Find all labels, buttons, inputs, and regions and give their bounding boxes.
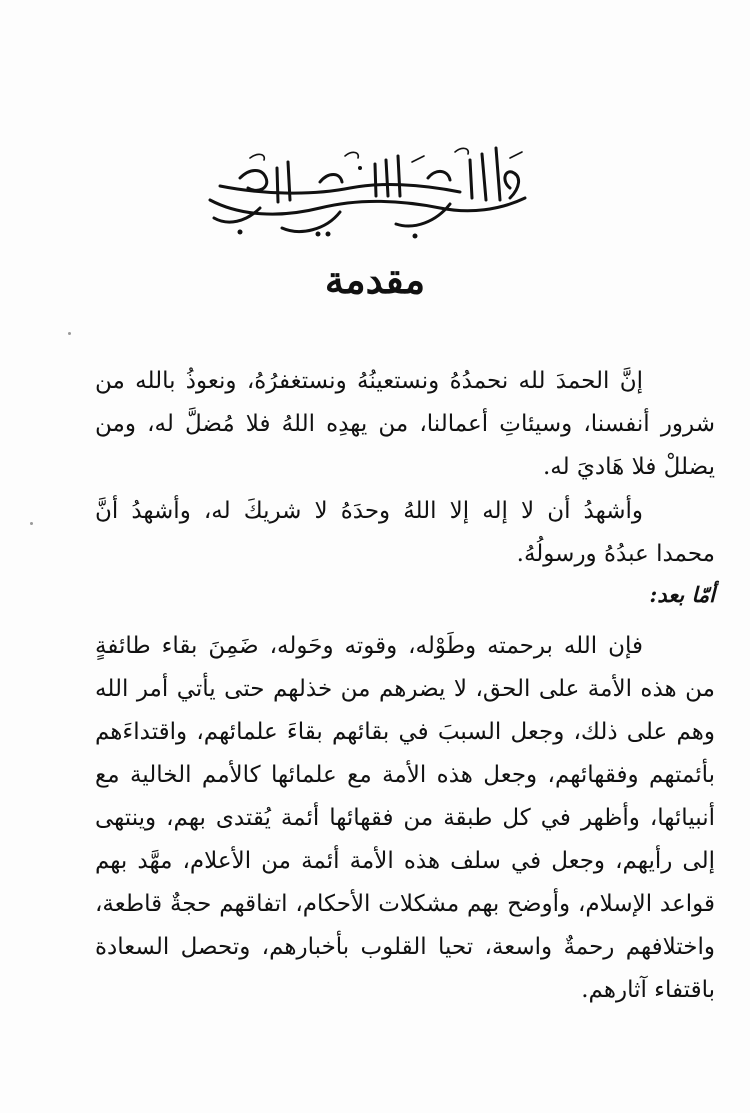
basmala-calligraphy	[200, 138, 535, 243]
scan-speck	[30, 522, 33, 525]
main-introduction-paragraph: فإن الله برحمته وطَوْله، وقوته وحَوله، ضَمِنَ بقاء طائفةٍ من هذه الأمة على الحق، لا يضرهم من خذلهم حتى يأتي أمر الله وهم على ذلك، وجعل السببَ في بقائهم بقاءَ علمائهم، واقتداءَهم بأئمتهم وفقهائهم، وجعل هذه الأمة مع علمائها كالأمم الخالية مع أنبيائها، وأظهر في كل طبقة من فقهائها أئمة يُقتدى بهم، وينتهى إلى رأيهم، وجعل في سلف هذه الأمة أئمة من الأعلام، مهَّد بهم قواعد الإسلام، وأوضح بهم مشكلات الأحكام، اتفاقهم حجةٌ قاطعة، واختلافهم رحمةٌ واسعة، تحيا القلوب بأخبارهم، وتحصل السعادة باقتفاء آثارهم.	[95, 633, 715, 1003]
amma-bad-subheading: أمّا بعد:	[649, 582, 715, 607]
opening-praise-paragraph: إنَّ الحمدَ لله نحمدُهُ ونستعينُهُ ونستغفرُهُ، ونعوذُ بالله من شرور أنفسنا، وسيئاتِ أعمالنا، من يهدِه اللهُ فلا مُضلَّ له، ومن يضللْ فلا هَاديَ له.	[95, 368, 715, 480]
scan-speck	[68, 332, 71, 335]
testimony-paragraph: وأشهدُ أن لا إله إلا اللهُ وحدَهُ لا شريكَ له، وأشهدُ أنَّ محمدا عبدُهُ ورسولُهُ.	[95, 498, 715, 567]
introduction-heading: مقدمة	[324, 257, 426, 302]
